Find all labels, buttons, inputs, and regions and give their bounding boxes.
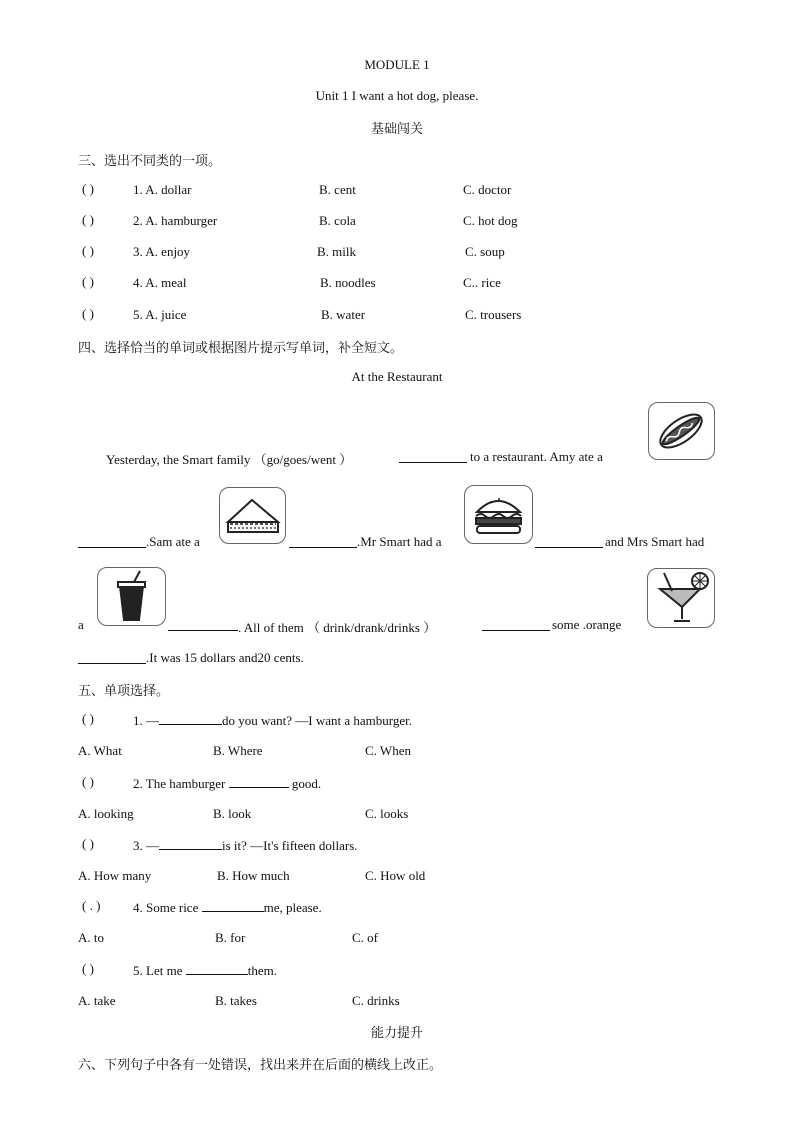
- question-text-2: them.: [247, 963, 277, 978]
- question-stem: [133, 899, 322, 916]
- passage-line1-text: Yesterday, the Smart family （go/goes/went ）: [106, 452, 353, 467]
- option-a: 4. A. meal: [133, 275, 187, 290]
- option-b: B. noodles: [320, 275, 376, 290]
- part5-title: 五、单项选择。: [78, 684, 170, 699]
- answer-blank[interactable]: [159, 837, 222, 850]
- answer-paren[interactable]: ( ): [82, 243, 94, 258]
- unit-title: Unit 1 I want a hot dog, please.: [315, 88, 479, 103]
- question-text-2: do you want? —I want a hamburger.: [222, 713, 413, 728]
- option-c: C. How old: [365, 868, 426, 883]
- part6-title: 六、下列句子中各有一处错误，找出来并在后面的横线上改正。: [78, 1058, 443, 1073]
- answer-blank-4[interactable]: [535, 535, 603, 548]
- passage-title: At the Restaurant: [351, 369, 443, 384]
- passage-line3-text-3: some .orange: [552, 617, 622, 632]
- hamburger-icon: [464, 485, 533, 544]
- question-stem: [133, 837, 358, 854]
- passage-line3-text: a: [78, 617, 84, 632]
- option-a: A. to: [78, 930, 104, 945]
- option-b: B. cent: [319, 182, 356, 197]
- passage-line2-text-3: and Mrs Smart had: [605, 534, 705, 549]
- answer-blank[interactable]: [229, 775, 289, 788]
- answer-blank-2[interactable]: [78, 535, 146, 548]
- part4-title: 四、选择恰当的单词或根据图片提示写单词，补全短文。: [78, 341, 404, 356]
- passage-line2-text-2: .Mr Smart had a: [357, 534, 442, 549]
- option-a: 5. A. juice: [133, 307, 187, 322]
- answer-paren[interactable]: ( ): [82, 961, 94, 976]
- passage-line2-text: .Sam ate a: [146, 534, 200, 549]
- sandwich-icon: [219, 487, 286, 544]
- orange-juice-icon: [647, 568, 715, 628]
- question-text: 5. Let me: [133, 963, 186, 978]
- question-stem: [133, 962, 277, 979]
- question-stem: [133, 712, 412, 729]
- option-c: C. trousers: [465, 307, 522, 322]
- option-a: A. looking: [78, 806, 134, 821]
- question-text: 1. —: [133, 713, 159, 728]
- answer-paren[interactable]: ( ): [82, 774, 94, 789]
- option-b: B. cola: [319, 213, 356, 228]
- passage-line3-text-2: . All of them （ drink/drank/drinks ）: [238, 620, 437, 635]
- option-a: A. take: [78, 993, 116, 1008]
- question-text-2: me, please.: [263, 900, 322, 915]
- option-c: C. looks: [365, 806, 409, 821]
- section-basic-heading: 基础闯关: [370, 122, 423, 137]
- option-c: C.. rice: [463, 275, 501, 290]
- answer-blank-6[interactable]: [482, 618, 550, 631]
- option-c: C. soup: [465, 244, 505, 259]
- answer-paren[interactable]: ( ): [82, 212, 94, 227]
- option-b: B. takes: [215, 993, 257, 1008]
- option-b: B. for: [215, 930, 246, 945]
- option-c: C. doctor: [463, 182, 512, 197]
- option-b: B. look: [213, 806, 252, 821]
- question-text: 4. Some rice: [133, 900, 202, 915]
- answer-paren[interactable]: ( ): [82, 306, 94, 321]
- answer-paren[interactable]: ( ): [82, 274, 94, 289]
- question-text-2: is it? —It's fifteen dollars.: [222, 838, 358, 853]
- option-b: B. water: [321, 307, 366, 322]
- passage-line4-text: .It was 15 dollars and20 cents.: [146, 650, 304, 665]
- question-text-2: good.: [288, 776, 322, 791]
- option-b: B. milk: [317, 244, 357, 259]
- module-title: MODULE 1: [364, 57, 430, 72]
- option-b: B. Where: [213, 743, 263, 758]
- option-c: C. When: [365, 743, 411, 758]
- option-a: 1. A. dollar: [133, 182, 192, 197]
- answer-blank[interactable]: [202, 899, 264, 912]
- option-c: C. of: [352, 930, 378, 945]
- part3-title: 三、选出不同类的一项。: [78, 154, 222, 169]
- option-b: B. How much: [217, 868, 290, 883]
- option-c: C. hot dog: [463, 213, 518, 228]
- option-c: C. drinks: [352, 993, 400, 1008]
- answer-blank-3[interactable]: [289, 535, 357, 548]
- option-a: A. How many: [78, 868, 152, 883]
- answer-blank[interactable]: [186, 962, 248, 975]
- question-text: 3. —: [133, 838, 159, 853]
- answer-paren[interactable]: ( ): [82, 711, 94, 726]
- question-text: 2. The hamburger: [133, 776, 229, 791]
- question-stem: [133, 775, 321, 792]
- answer-paren[interactable]: ( ): [82, 181, 94, 196]
- answer-blank-1[interactable]: [399, 450, 467, 463]
- cola-icon: [97, 567, 166, 626]
- passage-line1-text-2: to a restaurant. Amy ate a: [470, 449, 603, 464]
- answer-paren[interactable]: ( ): [82, 836, 94, 851]
- section-advanced-heading: 能力提升: [370, 1026, 423, 1041]
- answer-blank-5[interactable]: [168, 618, 238, 631]
- option-a: 2. A. hamburger: [133, 213, 218, 228]
- answer-blank-7[interactable]: [78, 651, 146, 664]
- hot-dog-icon: [648, 402, 715, 460]
- answer-paren[interactable]: ( . ): [82, 898, 101, 913]
- option-a: A. What: [78, 743, 122, 758]
- answer-blank[interactable]: [159, 712, 222, 725]
- option-a: 3. A. enjoy: [133, 244, 191, 259]
